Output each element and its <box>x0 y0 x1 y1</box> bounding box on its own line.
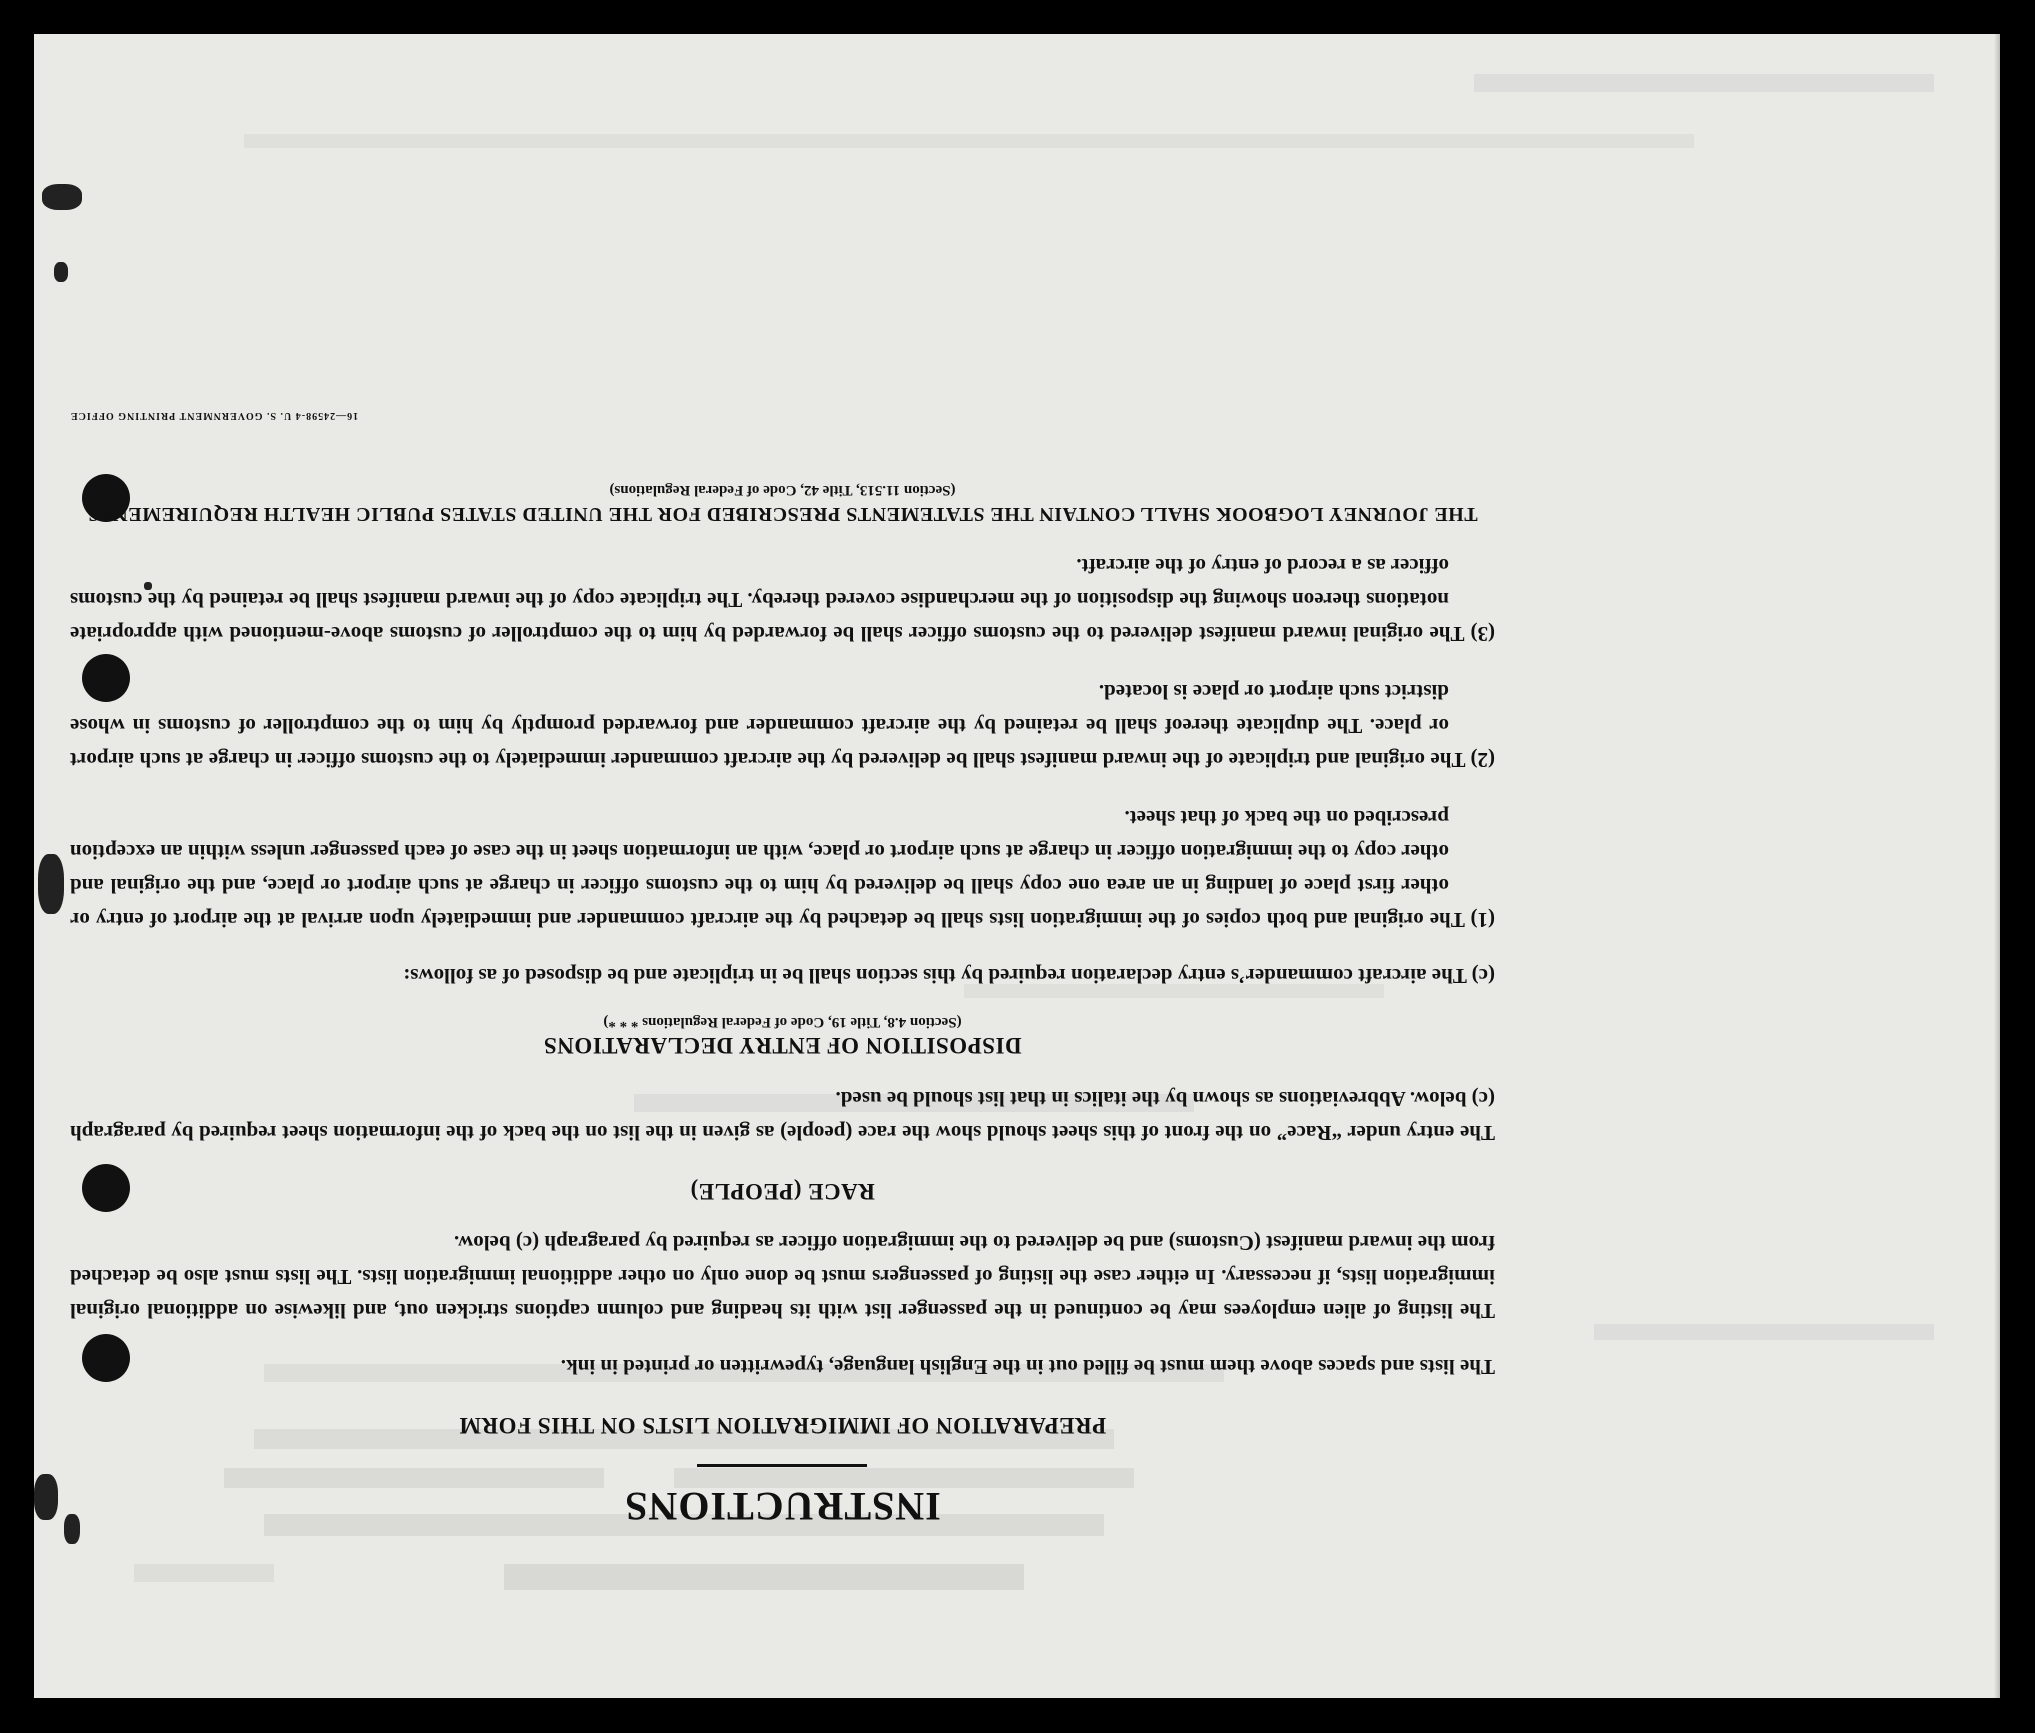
race-heading: RACE (PEOPLE) <box>690 1179 875 1204</box>
preparation-paragraph-2: The listing of alien employees may be continued in the passenger list with its heading and column captions stricken out, and likewise on additional original immigration lists, if necessary. In either case the listing of passengers must be done only on other additional immigration lists. The lists must also be detached from the inward manifest (Customs) and be delivered to the immigration officer as required by paragraph (c) below. <box>70 1231 1495 1323</box>
logbook-heading: THE JOURNEY LOGBOOK SHALL CONTAIN THE STATEMENTS PRESCRIBED FOR THE UNITED STATES PUBLIC HEALTH REQUIREMENTS <box>87 503 1478 525</box>
disposition-citation: (Section 4.8, Title 19, Code of Federal Regulations * * *) <box>603 1014 962 1030</box>
instructions-title: INSTRUCTIONS <box>624 1484 941 1529</box>
preparation-paragraph-1: The lists and spaces above them must be filled out in the English language, typewritten or printed in ink. <box>560 1355 1495 1379</box>
instructions-body <box>70 410 1495 1530</box>
title-rule <box>698 1464 868 1467</box>
disposition-item-2: (2) The original and triplicate of the inward manifest shall be delivered by the aircraft commander immediately to the customs officer in charge at such airport or place. The duplicate thereof shall be retained by the aircraft commander and forwarded promptly by him to the comptroller of customs in whose district such airport or place is located. <box>70 680 1495 772</box>
disposition-intro: (c) The aircraft commander’s entry declaration required by this section shall be in triplicate and be disposed of as follows: <box>403 964 1495 988</box>
disposition-item-3: (3) The original inward manifest delivered to the customs officer shall be forwarded by him to the comptroller of customs above-mentioned with appropriate notations thereon showing the disposition of the merchandise covered thereby. The triplicate copy of the inward manifest shall be retained by the customs officer as a record of entry of the aircraft. <box>70 554 1495 646</box>
race-paragraph: The entry under “Race” on the front of this sheet should show the race (people) as given in the list on the back of the information sheet required by paragraph (c) below. Abbreviations as shown by the italics in that list should be used. <box>70 1087 1495 1145</box>
document-sheet <box>34 34 2000 1698</box>
preparation-heading: PREPARATION OF IMMIGRATION LISTS ON THIS FORM <box>458 1413 1107 1438</box>
upside-down-page <box>34 34 2000 1698</box>
disposition-item-1: (1) The original and both copies of the immigration lists shall be detached by the aircraft commander and immediately upon arrival at the airport of entry or other first place of landing in an area one copy shall be delivered by him to the customs officer in charge at such airport or place, and the original and other copy to the immigration officer in charge at such airport or place, with an information sheet in the case of each passenger unless within an exception prescribed on the back of that sheet. <box>70 806 1495 932</box>
printer-imprint: 16—24598-4 U. S. GOVERNMENT PRINTING OFFICE <box>70 410 359 421</box>
disposition-heading: DISPOSITION OF ENTRY DECLARATIONS <box>543 1033 1022 1058</box>
logbook-citation: (Section 11.513, Title 42, Code of Federal Regulations) <box>609 482 956 498</box>
